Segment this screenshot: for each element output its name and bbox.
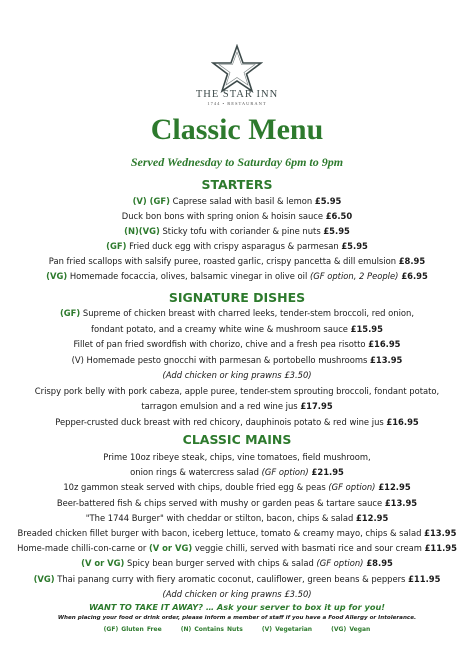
menu-title: Classic Menu — [150, 113, 324, 146]
key-contains-nuts: (N) Contains Nuts — [180, 626, 243, 633]
dish-description: Homemade focaccia, olives, balsamic vinegar in olive oil — [67, 271, 310, 281]
dietary-tag: (V or VG) — [148, 543, 193, 554]
dietary-key — [0, 625, 474, 635]
restaurant-name: THE STAR INN — [195, 89, 279, 100]
dish-price: £5.95 — [314, 196, 342, 206]
dish-description: Fried duck egg with crispy asparagus & parmesan — [126, 241, 342, 251]
dish-price: £16.95 — [386, 416, 419, 427]
dish-price: £13.95 — [424, 528, 457, 538]
serving-times: Served Wednesday to Saturday 6pm to 9pm — [130, 155, 344, 169]
menu-item-line — [0, 557, 474, 569]
star-outline-icon — [211, 44, 263, 94]
dish-description: Home-made chilli-con-carne or — [17, 543, 149, 554]
menu-item-line — [0, 416, 474, 428]
dish-note: (Add chicken or king prawns £3.50) — [162, 588, 312, 599]
dish-price: £6.50 — [325, 211, 353, 221]
dish-description: "The 1744 Burger" with cheddar or stilton, bacon, chips & salad — [85, 512, 356, 523]
dish-note: (GF option) — [261, 467, 309, 478]
key-vegan: (VG) Vegan — [331, 626, 371, 633]
menu-item-line — [0, 497, 474, 509]
dish-description: Thai panang curry with fiery aromatic coconut, cauliflower, green beans & peppers — [54, 573, 409, 584]
menu-item-line — [0, 354, 474, 366]
dish-description: Spicy bean burger served with chips & salad — [124, 558, 317, 569]
dish-description: Prime 10oz ribeye steak, chips, vine tomatoes, field mushroom, — [103, 452, 371, 462]
menu-item-line — [0, 400, 474, 412]
dish-price: £16.95 — [368, 339, 401, 349]
dish-price: £6.95 — [398, 271, 428, 281]
key-vegetarian: (V) Vegetarian — [261, 626, 313, 633]
menu-item-line — [0, 451, 474, 463]
dish-description: onion rings & watercress salad — [130, 467, 262, 478]
dish-description: Sticky tofu with coriander & pine nuts — [159, 226, 324, 236]
dish-description: fondant potato, and a creamy white wine & mushroom sauce — [91, 323, 351, 334]
menu-item-line — [0, 385, 474, 397]
dish-description: Pepper-crusted duck breast with red chicory, dauphinois potato & red wine jus — [55, 416, 387, 427]
starters-heading: STARTERS — [201, 177, 273, 192]
menu-item-line — [0, 527, 474, 539]
dish-price: £12.95 — [375, 482, 411, 493]
takeaway-note: WANT TO TAKE IT AWAY? … Ask your server to box it up for you! — [88, 602, 386, 612]
dish-price: £8.95 — [398, 256, 426, 266]
mains-heading: CLASSIC MAINS — [182, 432, 292, 447]
dietary-tag: (VG) — [46, 271, 68, 281]
dish-description: (V) Homemade pesto gnocchi with parmesan & portobello mushrooms — [71, 354, 371, 365]
dish-note: (GF option) — [316, 558, 364, 569]
menu-item-line — [0, 573, 474, 585]
dietary-tag: (GF) — [106, 241, 127, 251]
dish-note: (GF option) — [328, 482, 376, 493]
dish-note: (GF option, 2 People) — [309, 271, 399, 281]
dish-price: £11.95 — [424, 543, 457, 554]
dietary-tag: (GF) — [59, 308, 81, 318]
menu-item-line — [0, 466, 474, 478]
dish-price: £8.95 — [363, 558, 393, 569]
dish-description: 10z gammon steak served with chips, double fried egg & peas — [63, 482, 329, 493]
dish-description: Pan fried scallops with salsify puree, roasted garlic, crispy pancetta & dill emulsion — [48, 256, 399, 266]
dietary-tag: (VG) — [33, 573, 55, 584]
menu-item-line — [0, 542, 474, 554]
dish-price: £17.95 — [300, 401, 333, 411]
dish-price: £13.95 — [384, 497, 418, 508]
dietary-tag: (V) (GF) — [132, 196, 170, 206]
dish-description: Duck bon bons with spring onion & hoisin sauce — [121, 211, 326, 221]
dish-description: Crispy pork belly with pork cabeza, apple puree, tender-stem sprouting broccoli, fondant potato, — [34, 385, 440, 396]
dish-price: £5.95 — [323, 226, 350, 236]
key-gluten-free: (GF) Gluten Free — [103, 626, 162, 633]
dish-description: Supreme of chicken breast with charred leeks, tender-stem broccoli, red onion, — [80, 308, 415, 318]
dish-note: (Add chicken or king prawns £3.50) — [162, 370, 312, 380]
dish-price: £13.95 — [370, 354, 403, 365]
menu-item-line — [0, 240, 474, 252]
menu-item-line — [0, 338, 474, 350]
dish-description: Caprese salad with basil & lemon — [169, 196, 315, 206]
dish-price: £12.95 — [355, 512, 389, 523]
star-logo — [0, 44, 474, 94]
dish-price: £11.95 — [408, 573, 441, 584]
dish-description: tarragon emulsion and a red wine jus — [141, 401, 301, 411]
menu-item-line — [0, 588, 474, 600]
dish-description: Breaded chicken fillet burger with bacon, iceberg lettuce, tomato & creamy mayo, chips & salad — [17, 528, 425, 538]
dish-description: Beer-battered fish & chips served with mushy or garden peas & tartare sauce — [56, 497, 385, 508]
menu-item-line — [0, 270, 474, 282]
menu-item-line — [0, 481, 474, 493]
menu-item-line — [0, 195, 474, 207]
menu-item-line — [0, 210, 474, 222]
menu-item-line — [0, 512, 474, 524]
menu-item-line — [0, 323, 474, 335]
dish-description: Fillet of pan fried swordfish with chorizo, chive and a fresh pea risotto — [73, 339, 369, 349]
signature-heading: SIGNATURE DISHES — [168, 290, 306, 305]
restaurant-tagline: 1744 • RESTAURANT — [207, 101, 267, 106]
dietary-tag: (V or VG) — [81, 558, 125, 569]
dish-price: £5.95 — [341, 241, 368, 251]
dish-price: £15.95 — [350, 323, 383, 334]
menu-item-line — [0, 369, 474, 381]
menu-item-line — [0, 225, 474, 237]
dish-description: veggie chilli, served with basmati rice and sour cream — [192, 543, 425, 554]
dish-price: £21.95 — [308, 467, 344, 478]
allergy-note: When placing your food or drink order, please inform a member of staff if you have a Food Allergy or Intolerance. — [57, 615, 417, 621]
dietary-tag: (N)(VG) — [124, 226, 160, 236]
menu-item-line — [0, 307, 474, 319]
menu-item-line — [0, 255, 474, 267]
